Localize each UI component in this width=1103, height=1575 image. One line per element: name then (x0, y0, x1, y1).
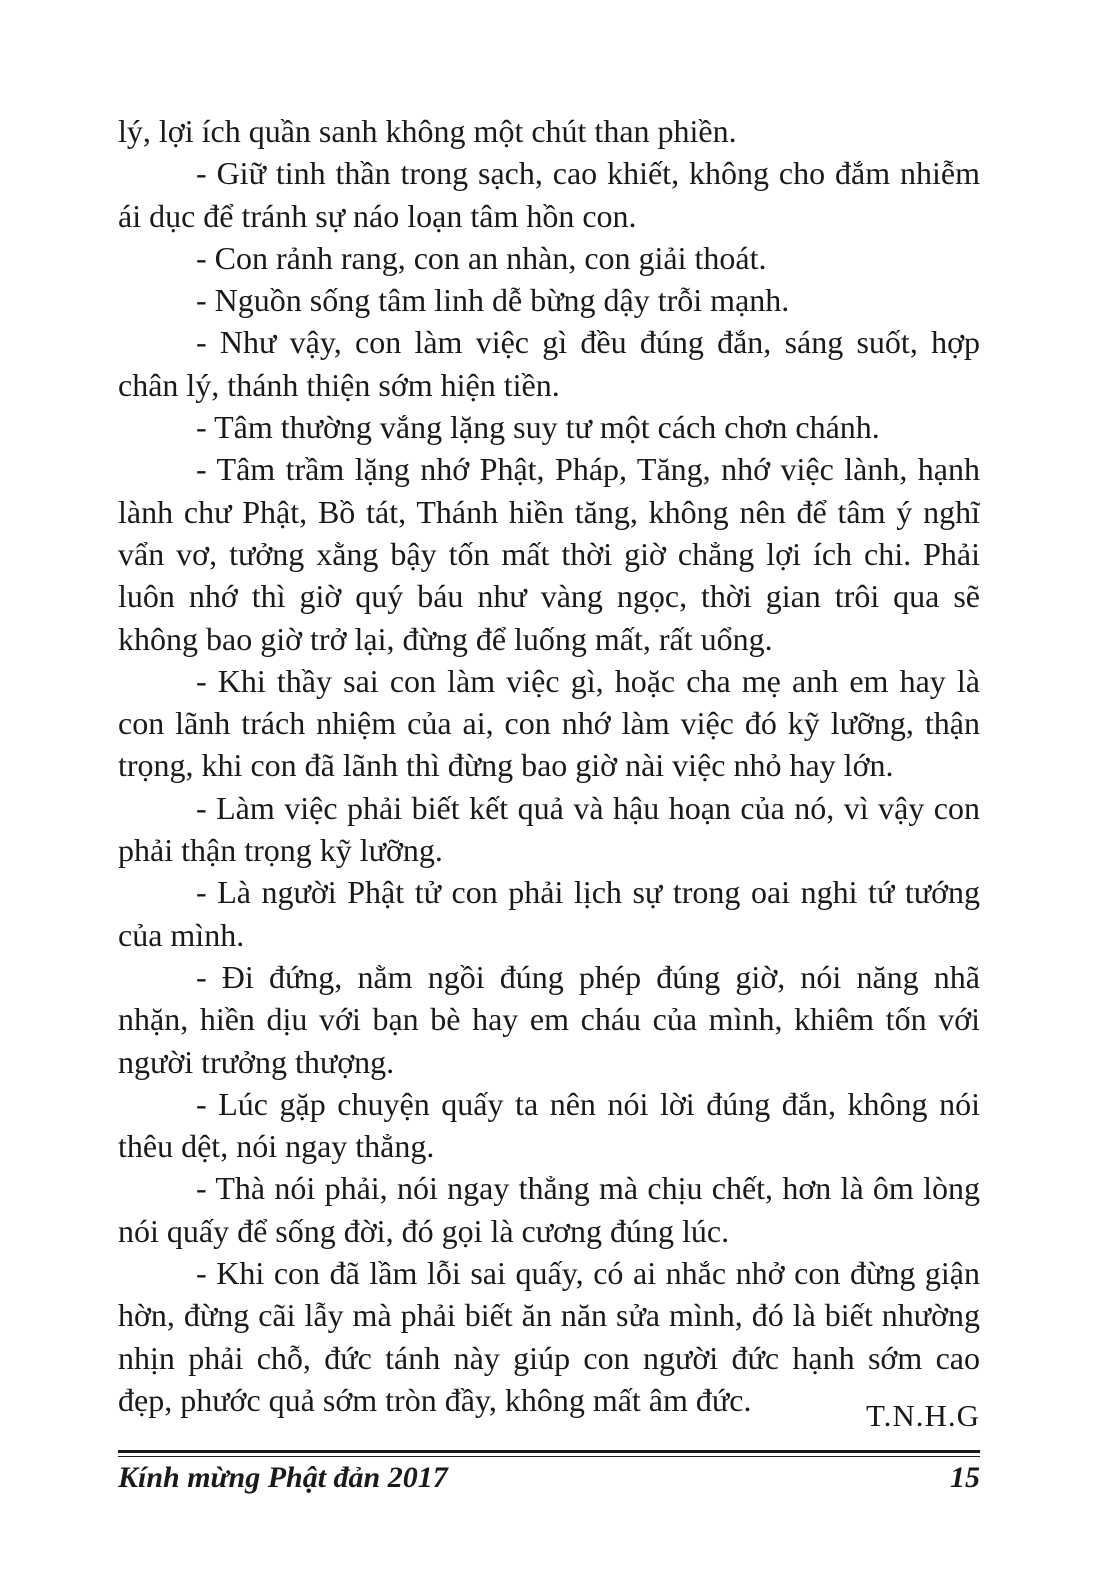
text-line: luôn nhớ thì giờ quý báu như vàng ngọc, thời gian trôi qua sẽ (118, 578, 980, 615)
text-line: - Là người Phật tử con phải lịch sự trong oai nghi tứ tướng (196, 874, 980, 911)
text-line: - Thà nói phải, nói ngay thẳng mà chịu chết, hơn là ôm lòng (196, 1170, 980, 1207)
text-line: - Con rảnh rang, con an nhàn, con giải thoát. (196, 239, 767, 276)
footer-title: Kính mừng Phật đản 2017 (118, 1461, 448, 1494)
text-line: hờn, đừng cãi lẫy mà phải biết ăn năn sửa mình, đó là biết nhường (118, 1297, 980, 1334)
text-line: - Khi thầy sai con làm việc gì, hoặc cha mẹ anh em hay là (196, 662, 980, 699)
text-line: nhịn phải chỗ, đức tánh này giúp con người đức hạnh sớm cao (118, 1339, 980, 1376)
text-line: con lãnh trách nhiệm của ai, con nhớ làm việc đó kỹ lưỡng, thận (118, 705, 980, 742)
footer-rule (118, 1450, 980, 1453)
text-line: nói quấy để sống đời, đó gọi là cương đúng lúc. (118, 1212, 730, 1249)
body-text (118, 110, 980, 1421)
text-line: chân lý, thánh thiện sớm hiện tiền. (118, 366, 560, 403)
text-line: ái dục để tránh sự náo loạn tâm hồn con. (118, 197, 637, 234)
text-line: - Khi con đã lầm lỗi sai quấy, có ai nhắc nhở con đừng giận (196, 1255, 980, 1292)
text-line: - Tâm trầm lặng nhớ Phật, Pháp, Tăng, nhớ việc lành, hạnh (196, 451, 980, 488)
text-line: thêu dệt, nói ngay thẳng. (118, 1128, 435, 1165)
footer-rule-thin (118, 1456, 980, 1457)
signature: T.N.H.G (865, 1398, 980, 1433)
text-line: phải thận trọng kỹ lưỡng. (118, 832, 443, 869)
text-line: - Tâm thường vắng lặng suy tư một cách chơn chánh. (196, 409, 880, 446)
text-line: - Đi đứng, nằm ngồi đúng phép đúng giờ, nói năng nhã (196, 958, 980, 995)
text-line: nhặn, hiền dịu với bạn bè hay em cháu của mình, khiêm tốn với (118, 1001, 980, 1038)
text-line: - Làm việc phải biết kết quả và hậu hoạn của nó, vì vậy con (196, 789, 980, 826)
text-line: trọng, khi con đã lãnh thì đừng bao giờ nài việc nhỏ hay lớn. (118, 747, 894, 784)
text-line: người trưởng thượng. (118, 1043, 395, 1080)
page-number: 15 (950, 1461, 980, 1494)
text-line: đẹp, phước quả sớm tròn đầy, không mất âm đức. (118, 1381, 752, 1418)
text-line: không bao giờ trở lại, đừng để luống mất, rất uổng. (118, 620, 773, 657)
text-line: - Giữ tinh thần trong sạch, cao khiết, không cho đắm nhiễm (196, 155, 980, 192)
text-line: - Như vậy, con làm việc gì đều đúng đắn, sáng suốt, hợp (196, 324, 980, 361)
text-line: - Lúc gặp chuyện quấy ta nên nói lời đúng đắn, không nói (196, 1085, 980, 1122)
text-line: lý, lợi ích quần sanh không một chút than phiền. (118, 113, 737, 149)
text-line: vẩn vơ, tưởng xằng bậy tốn mất thời giờ chẳng lợi ích chi. Phải (118, 535, 980, 572)
text-line: lành chư Phật, Bồ tát, Thánh hiền tăng, không nên để tâm ý nghĩ (118, 493, 980, 530)
text-line: - Nguồn sống tâm linh dễ bừng dậy trỗi mạnh. (196, 282, 790, 319)
text-line: của mình. (118, 916, 245, 953)
